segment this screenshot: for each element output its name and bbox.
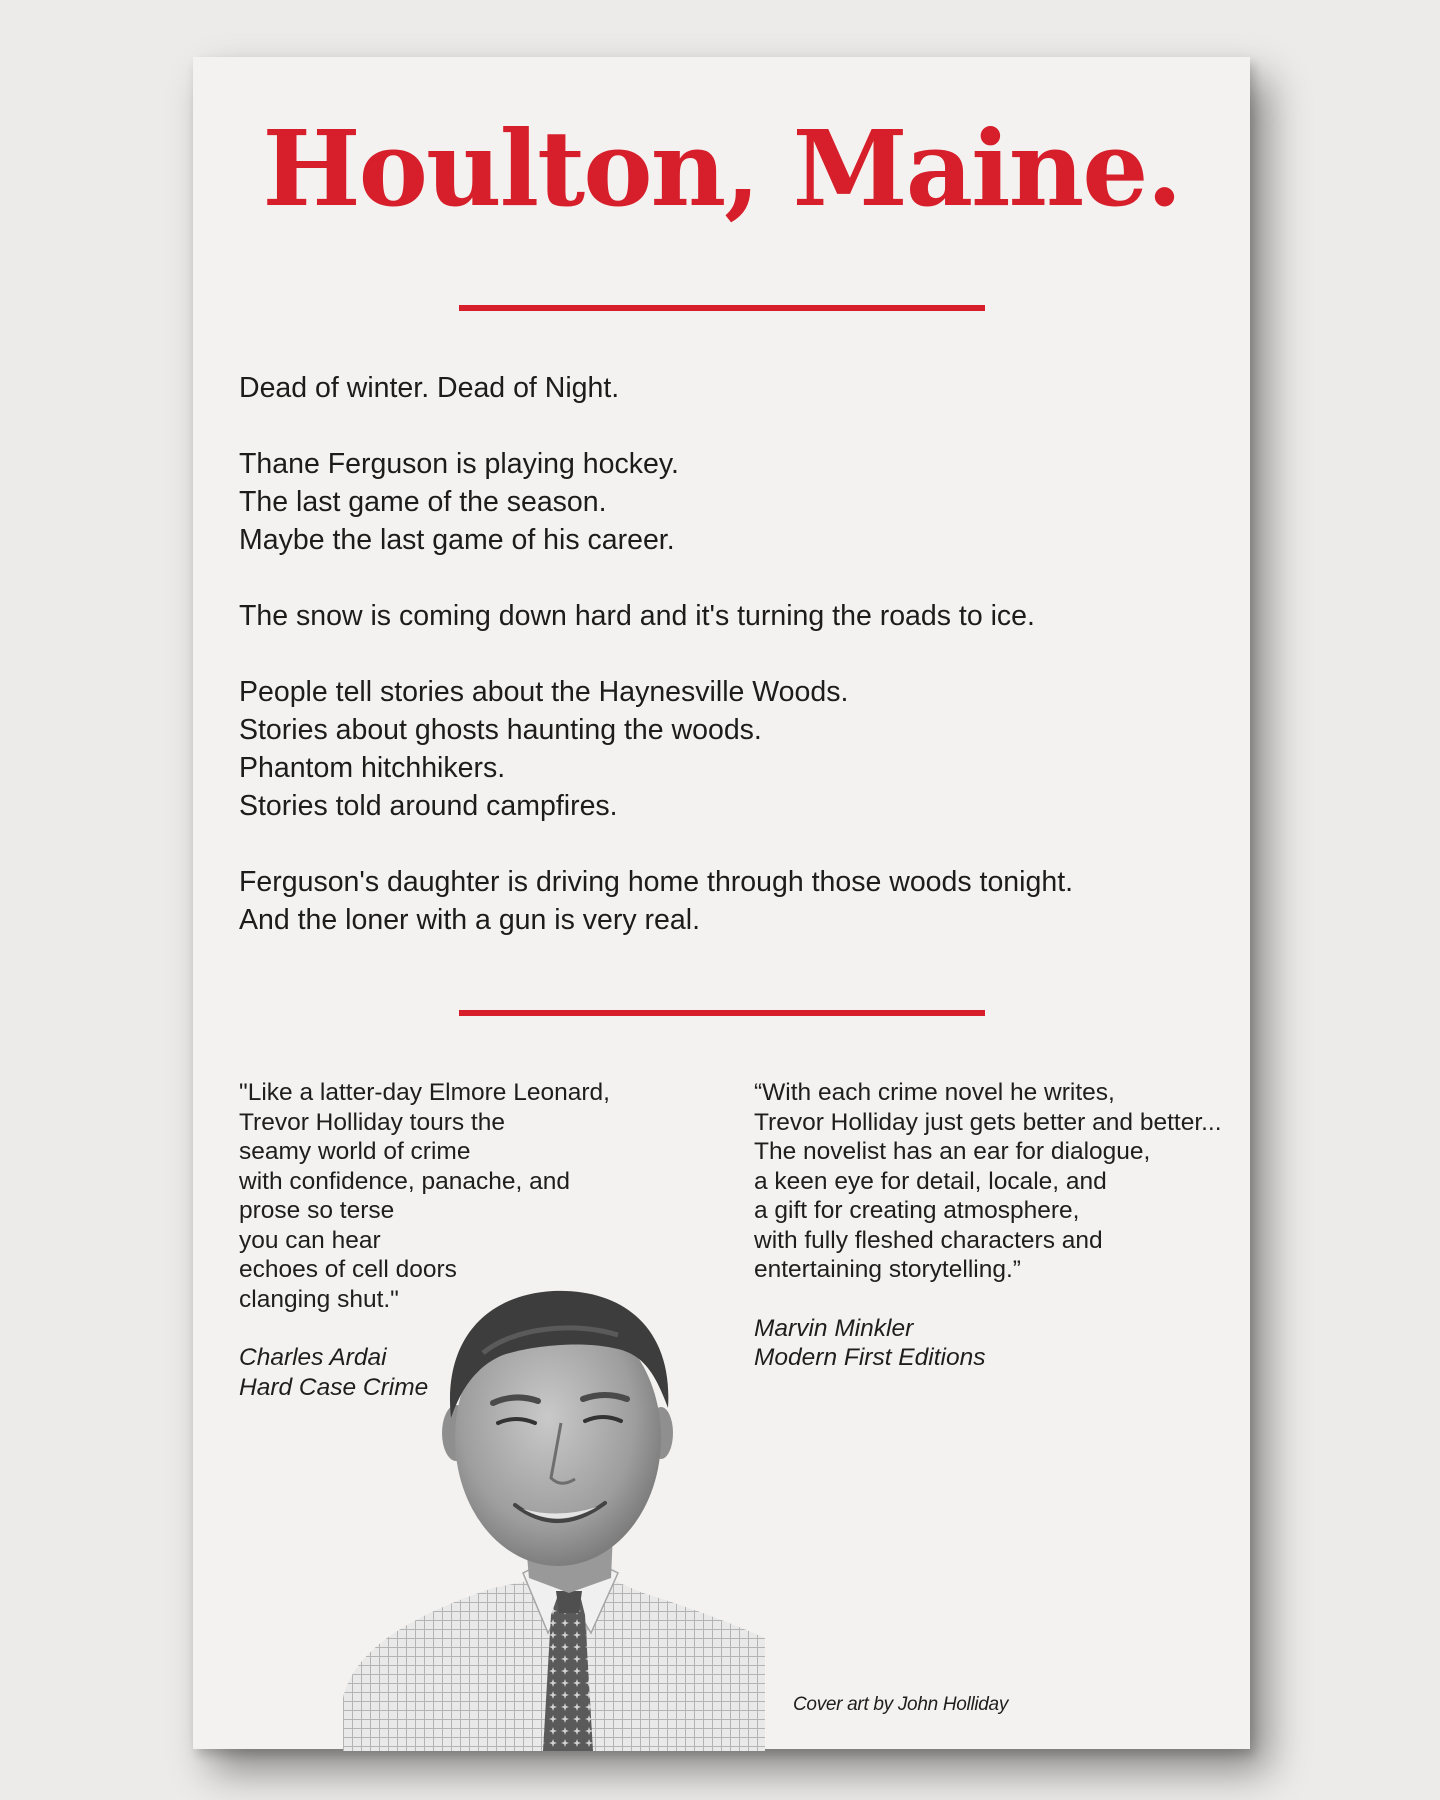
quote-line: echoes of cell doors (239, 1256, 457, 1283)
quote-line: clanging shut." (239, 1285, 399, 1313)
quote-line: The novelist has an ear for dialogue, (754, 1138, 1151, 1165)
blurb-line: People tell stories about the Haynesville Woods. (239, 676, 849, 708)
top-divider (459, 305, 985, 311)
quote-line: prose so terse (239, 1197, 395, 1224)
quote-line: you can hear (239, 1226, 381, 1254)
quote-line: with fully fleshed characters and (754, 1226, 1103, 1254)
quote-line: "Like a latter-day Elmore Leonard, (239, 1079, 610, 1106)
blurb-paragraph (239, 597, 1199, 635)
quote-line: a gift for creating atmosphere, (754, 1197, 1080, 1224)
blurb-paragraph (239, 445, 1199, 559)
cover-art-credit: Cover art by John Holliday (793, 1694, 1009, 1715)
attribution-name: Charles Ardai (239, 1344, 387, 1371)
blurb-line: Ferguson's daughter is driving home through those woods tonight. (239, 866, 1074, 898)
blurb-paragraph (239, 673, 1199, 825)
blurb-line: And the loner with a gun is very real. (239, 904, 700, 936)
quote-line: a keen eye for detail, locale, and (754, 1167, 1107, 1195)
quote-attribution (239, 1343, 669, 1402)
quote-attribution (754, 1314, 1234, 1373)
blurb-paragraph (239, 369, 1199, 407)
quote-line: seamy world of crime (239, 1138, 471, 1165)
review-quote-minkler (754, 1078, 1234, 1373)
blurb-line: Maybe the last game of his career. (239, 524, 675, 556)
attribution-name: Marvin Minkler (754, 1314, 914, 1342)
quote-line: Trevor Holliday tours the (239, 1108, 505, 1136)
bottom-divider (459, 1010, 985, 1016)
blurb-text (239, 369, 1199, 977)
quote-line: with confidence, panache, and (239, 1167, 570, 1195)
page-title: Houlton, Maine. (262, 107, 1181, 230)
review-quote-ardai (239, 1078, 669, 1402)
blurb-line: The last game of the season. (239, 486, 607, 518)
blurb-line: Dead of winter. Dead of Night. (239, 372, 620, 404)
attribution-source: Hard Case Crime (239, 1373, 429, 1401)
quote-line: “With each crime novel he writes, (754, 1079, 1115, 1106)
blurb-line: Stories about ghosts haunting the woods. (239, 714, 762, 746)
quote-line: Trevor Holliday just gets better and better... (754, 1108, 1222, 1136)
back-cover-page (193, 57, 1250, 1749)
attribution-source: Modern First Editions (754, 1344, 986, 1371)
blurb-line: Stories told around campfires. (239, 790, 618, 822)
quote-line: entertaining storytelling.” (754, 1256, 1021, 1283)
blurb-paragraph (239, 863, 1199, 939)
blurb-line: Thane Ferguson is playing hockey. (239, 448, 679, 480)
blurb-line: The snow is coming down hard and it's turning the roads to ice. (239, 600, 1035, 632)
blurb-line: Phantom hitchhikers. (239, 752, 506, 784)
